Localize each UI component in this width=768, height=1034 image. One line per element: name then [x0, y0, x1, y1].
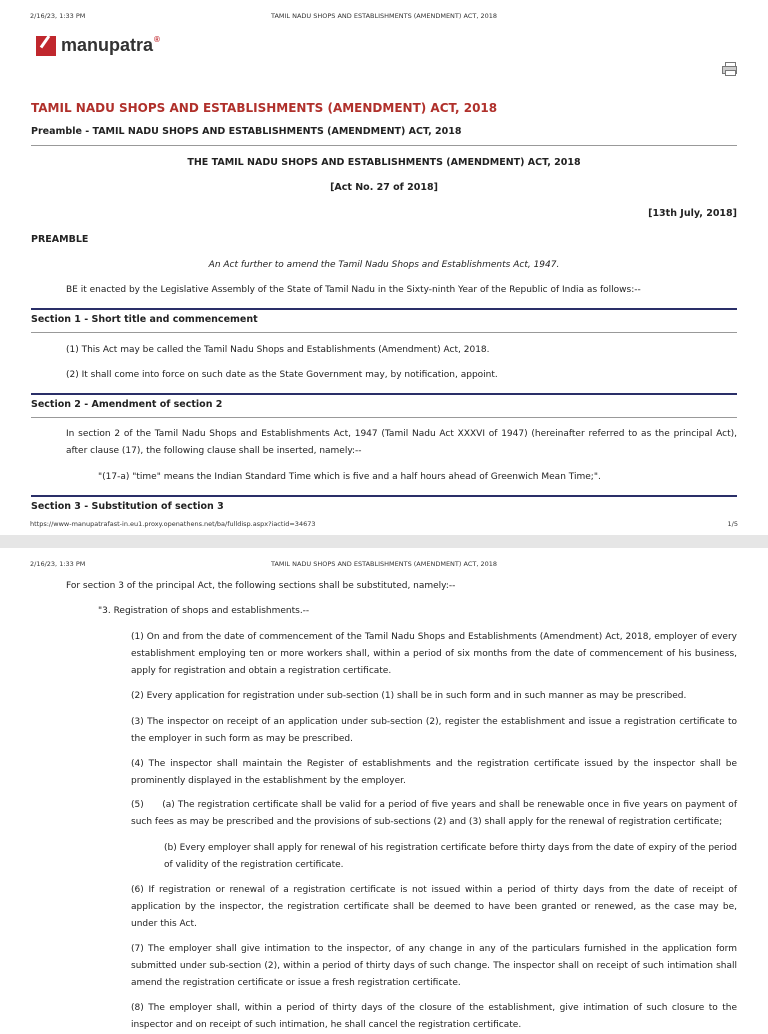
section-3-subtitle: "3. Registration of shops and establishments.-- — [98, 606, 310, 616]
subsection-5b: (b) Every employer shall apply for renewal of his registration certificate before thirty days from the date of expiry of the period of validity of the registration certificate. — [164, 843, 737, 870]
page-separator — [0, 535, 768, 548]
section-2-quote: "(17-a) "time" means the Indian Standard Time which is five and a half hours ahead of Greenwich Mean Time;". — [98, 472, 601, 482]
print-date: 2/16/23, 1:33 PM — [30, 12, 86, 20]
section-3-intro: For section 3 of the principal Act, the following sections shall be substituted, namely:-- — [66, 581, 456, 591]
registered-mark: ® — [154, 35, 160, 44]
subsection-4: (4) The inspector shall maintain the Register of establishments and the registration certificate issued by the inspector shall be prominently displayed in the establishment by the employer. — [131, 759, 737, 786]
subsection-5a: (5) (a) The registration certificate shall be valid for a period of five years and shall be renewable once in five years on payment of such fees as may be prescribed and the provisions of sub-sections (2) and (3) shall apply for the renewal of registration certificate; — [131, 800, 740, 827]
preamble-heading: Preamble - TAMIL NADU SHOPS AND ESTABLISHMENTS (AMENDMENT) ACT, 2018 — [31, 126, 462, 137]
subsection-6: (6) If registration or renewal of a registration certificate is not issued within a period of thirty days from the date of receipt of application by the inspector, the registration certificate shall be deemed to have been granted or renewed, as the case may be, under this Act. — [131, 885, 737, 929]
subsection-8: (8) The employer shall, within a period of thirty days of the closure of the establishment, give intimation of such closure to the inspector and on receipt of such intimation, he shall cancel the registration certificate. — [131, 1003, 737, 1030]
page-url: https://www-manupatrafast-in.eu1.proxy.openathens.net/ba/fulldisp.aspx?iactid=34673 — [30, 520, 316, 528]
long-title: An Act further to amend the Tamil Nadu Shops and Establishments Act, 1947. — [208, 260, 560, 270]
act-title: THE TAMIL NADU SHOPS AND ESTABLISHMENTS (AMENDMENT) ACT, 2018 — [187, 157, 581, 168]
running-title: TAMIL NADU SHOPS AND ESTABLISHMENTS (AMENDMENT) ACT, 2018 — [270, 12, 497, 20]
document-title: TAMIL NADU SHOPS AND ESTABLISHMENTS (AMENDMENT) ACT, 2018 — [31, 101, 498, 115]
subsection-1: (1) On and from the date of commencement of the Tamil Nadu Shops and Establishments (Amendment) Act, 2018, employer of every establishment employing ten or more workers shall, within a period of six months from the date of commencement of his business, apply for registration and obtain a registration certificate. — [131, 632, 737, 676]
manupatra-logo-icon — [36, 36, 56, 56]
preamble-label: PREAMBLE — [31, 234, 89, 245]
page-number: 1/5 — [727, 520, 738, 528]
section-2-para-1: In section 2 of the Tamil Nadu Shops and Establishments Act, 1947 (Tamil Nadu Act XXXVI of 1947) (hereinafter referred to as the principal Act), after clause (17), the following clause shall be inserted, namely:-- — [66, 429, 737, 456]
section-divider — [31, 495, 737, 497]
act-date: [13th July, 2018] — [648, 208, 737, 219]
subsection-2: (2) Every application for registration under sub-section (1) shall be in such form and in such manner as may be prescribed. — [131, 691, 687, 701]
act-number: [Act No. 27 of 2018] — [330, 182, 438, 193]
pdf-page-2 — [0, 548, 768, 1030]
running-title: TAMIL NADU SHOPS AND ESTABLISHMENTS (AMENDMENT) ACT, 2018 — [270, 560, 497, 568]
brand-name: manupatra — [61, 35, 154, 55]
divider — [31, 417, 737, 418]
enacting-clause: BE it enacted by the Legislative Assembly of the State of Tamil Nadu in the Sixty-ninth Year of the Republic of India as follows:-- — [66, 285, 641, 295]
section-divider — [31, 393, 737, 395]
section-1-para-2: (2) It shall come into force on such date as the State Government may, by notification, appoint. — [66, 370, 498, 380]
divider — [31, 332, 737, 333]
section-1-heading: Section 1 - Short title and commencement — [31, 314, 258, 325]
section-2-heading: Section 2 - Amendment of section 2 — [31, 399, 223, 410]
print-date: 2/16/23, 1:33 PM — [30, 560, 86, 568]
divider — [31, 145, 737, 146]
section-1-para-1: (1) This Act may be called the Tamil Nadu Shops and Establishments (Amendment) Act, 2018. — [66, 345, 490, 355]
section-3-heading: Section 3 - Substitution of section 3 — [31, 501, 224, 512]
section-divider — [31, 308, 737, 310]
subsection-3: (3) The inspector on receipt of an application under sub-section (2), register the establishment and issue a registration certificate to the employer in such form as may be prescribed. — [131, 717, 737, 744]
print-icon[interactable] — [722, 62, 737, 75]
subsection-7: (7) The employer shall give intimation to the inspector, of any change in any of the particulars furnished in the application form submitted under sub-section (2), within a period of thirty days of such change. The inspector shall on receipt of such intimation shall amend the registration certificate or issue a fresh registration certificate. — [131, 944, 737, 988]
